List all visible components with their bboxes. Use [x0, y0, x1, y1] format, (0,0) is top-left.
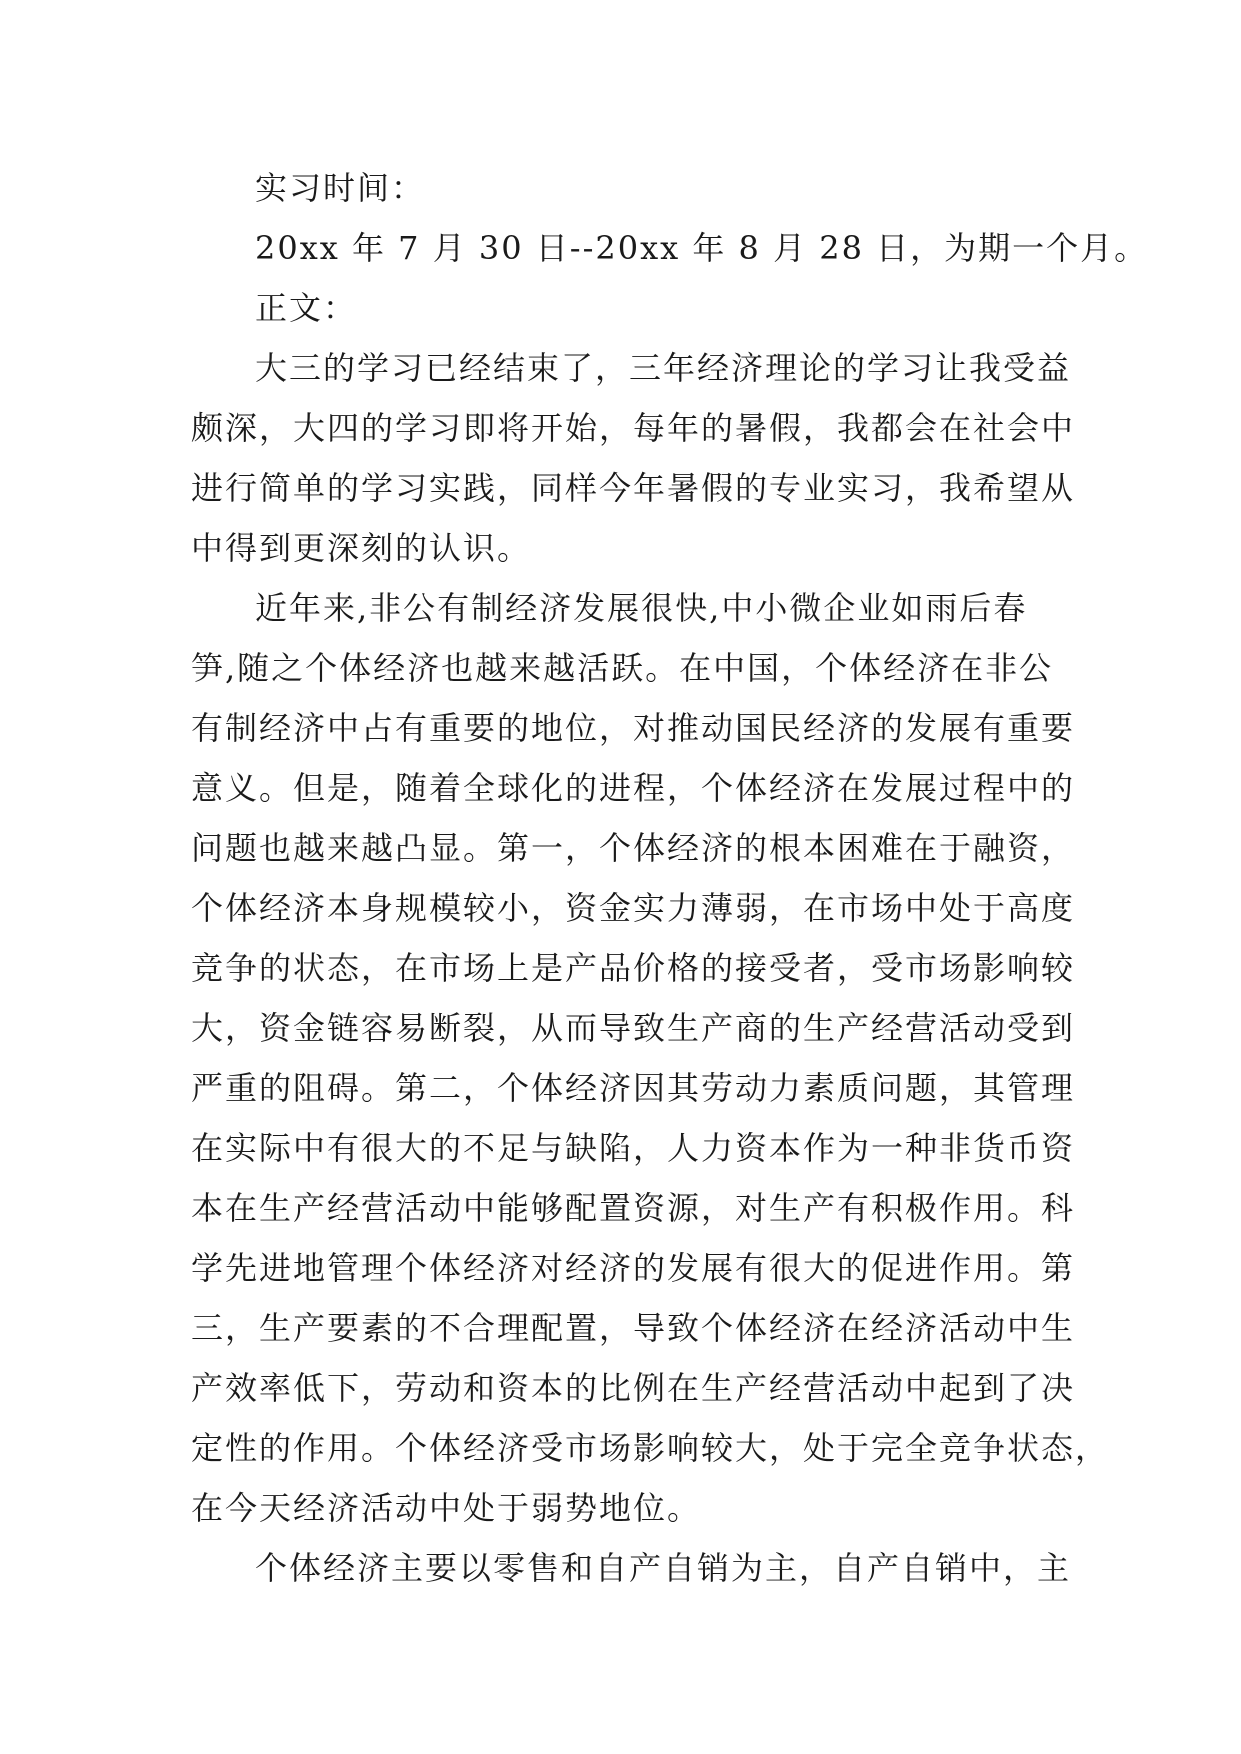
paragraph-line: 产效率低下，劳动和资本的比例在生产经营活动中起到了决	[191, 1369, 1076, 1407]
paragraph-line: 问题也越来越凸显。第一，个体经济的根本困难在于融资，	[191, 829, 1076, 867]
internship-time-range: 20xx 年 7 月 30 日--20xx 年 8 月 28 日，为期一个月。	[255, 229, 1149, 267]
paragraph-line: 定性的作用。个体经济受市场影响较大，处于完全竞争状态，	[191, 1429, 1110, 1467]
paragraph-line: 在实际中有很大的不足与缺陷，人力资本作为一种非货币资	[191, 1129, 1076, 1167]
paragraph-1	[191, 338, 1076, 578]
paragraph-3	[191, 1538, 1072, 1598]
paragraph-2	[191, 578, 1110, 1538]
paragraph-line: 本在生产经营活动中能够配置资源，对生产有积极作用。科	[191, 1189, 1076, 1227]
paragraph-line: 个体经济本身规模较小，资金实力薄弱，在市场中处于高度	[191, 889, 1076, 927]
paragraph-line: 笋,随之个体经济也越来越活跃。在中国，个体经济在非公	[191, 649, 1054, 687]
paragraph-line: 意义。但是，随着全球化的进程，个体经济在发展过程中的	[191, 769, 1076, 807]
paragraph-line: 学先进地管理个体经济对经济的发展有很大的促进作用。第	[191, 1249, 1076, 1287]
internship-time-label: 实习时间：	[255, 169, 426, 207]
paragraph-line: 严重的阻碍。第二，个体经济因其劳动力素质问题，其管理	[191, 1069, 1076, 1107]
paragraph-line: 中得到更深刻的认识。	[191, 529, 532, 567]
paragraph-line: 竞争的状态，在市场上是产品价格的接受者，受市场影响较	[191, 949, 1076, 987]
paragraph-line: 三，生产要素的不合理配置，导致个体经济在经济活动中生	[191, 1309, 1076, 1347]
paragraph-line: 在今天经济活动中处于弱势地位。	[191, 1489, 702, 1527]
paragraph-line: 个体经济主要以零售和自产自销为主，自产自销中，主	[255, 1549, 1072, 1587]
document-body	[191, 158, 1149, 1598]
paragraph-line: 进行简单的学习实践，同样今年暑假的专业实习，我希望从	[191, 469, 1076, 507]
paragraph-line: 大三的学习已经结束了，三年经济理论的学习让我受益	[255, 349, 1072, 387]
paragraph-line: 近年来,非公有制经济发展很快,中小微企业如雨后春	[255, 589, 1028, 627]
paragraph-line: 颇深，大四的学习即将开始，每年的暑假，我都会在社会中	[191, 409, 1076, 447]
main-text-label: 正文：	[255, 289, 358, 327]
paragraph-line: 大，资金链容易断裂，从而导致生产商的生产经营活动受到	[191, 1009, 1076, 1047]
paragraph-line: 有制经济中占有重要的地位，对推动国民经济的发展有重要	[191, 709, 1076, 747]
